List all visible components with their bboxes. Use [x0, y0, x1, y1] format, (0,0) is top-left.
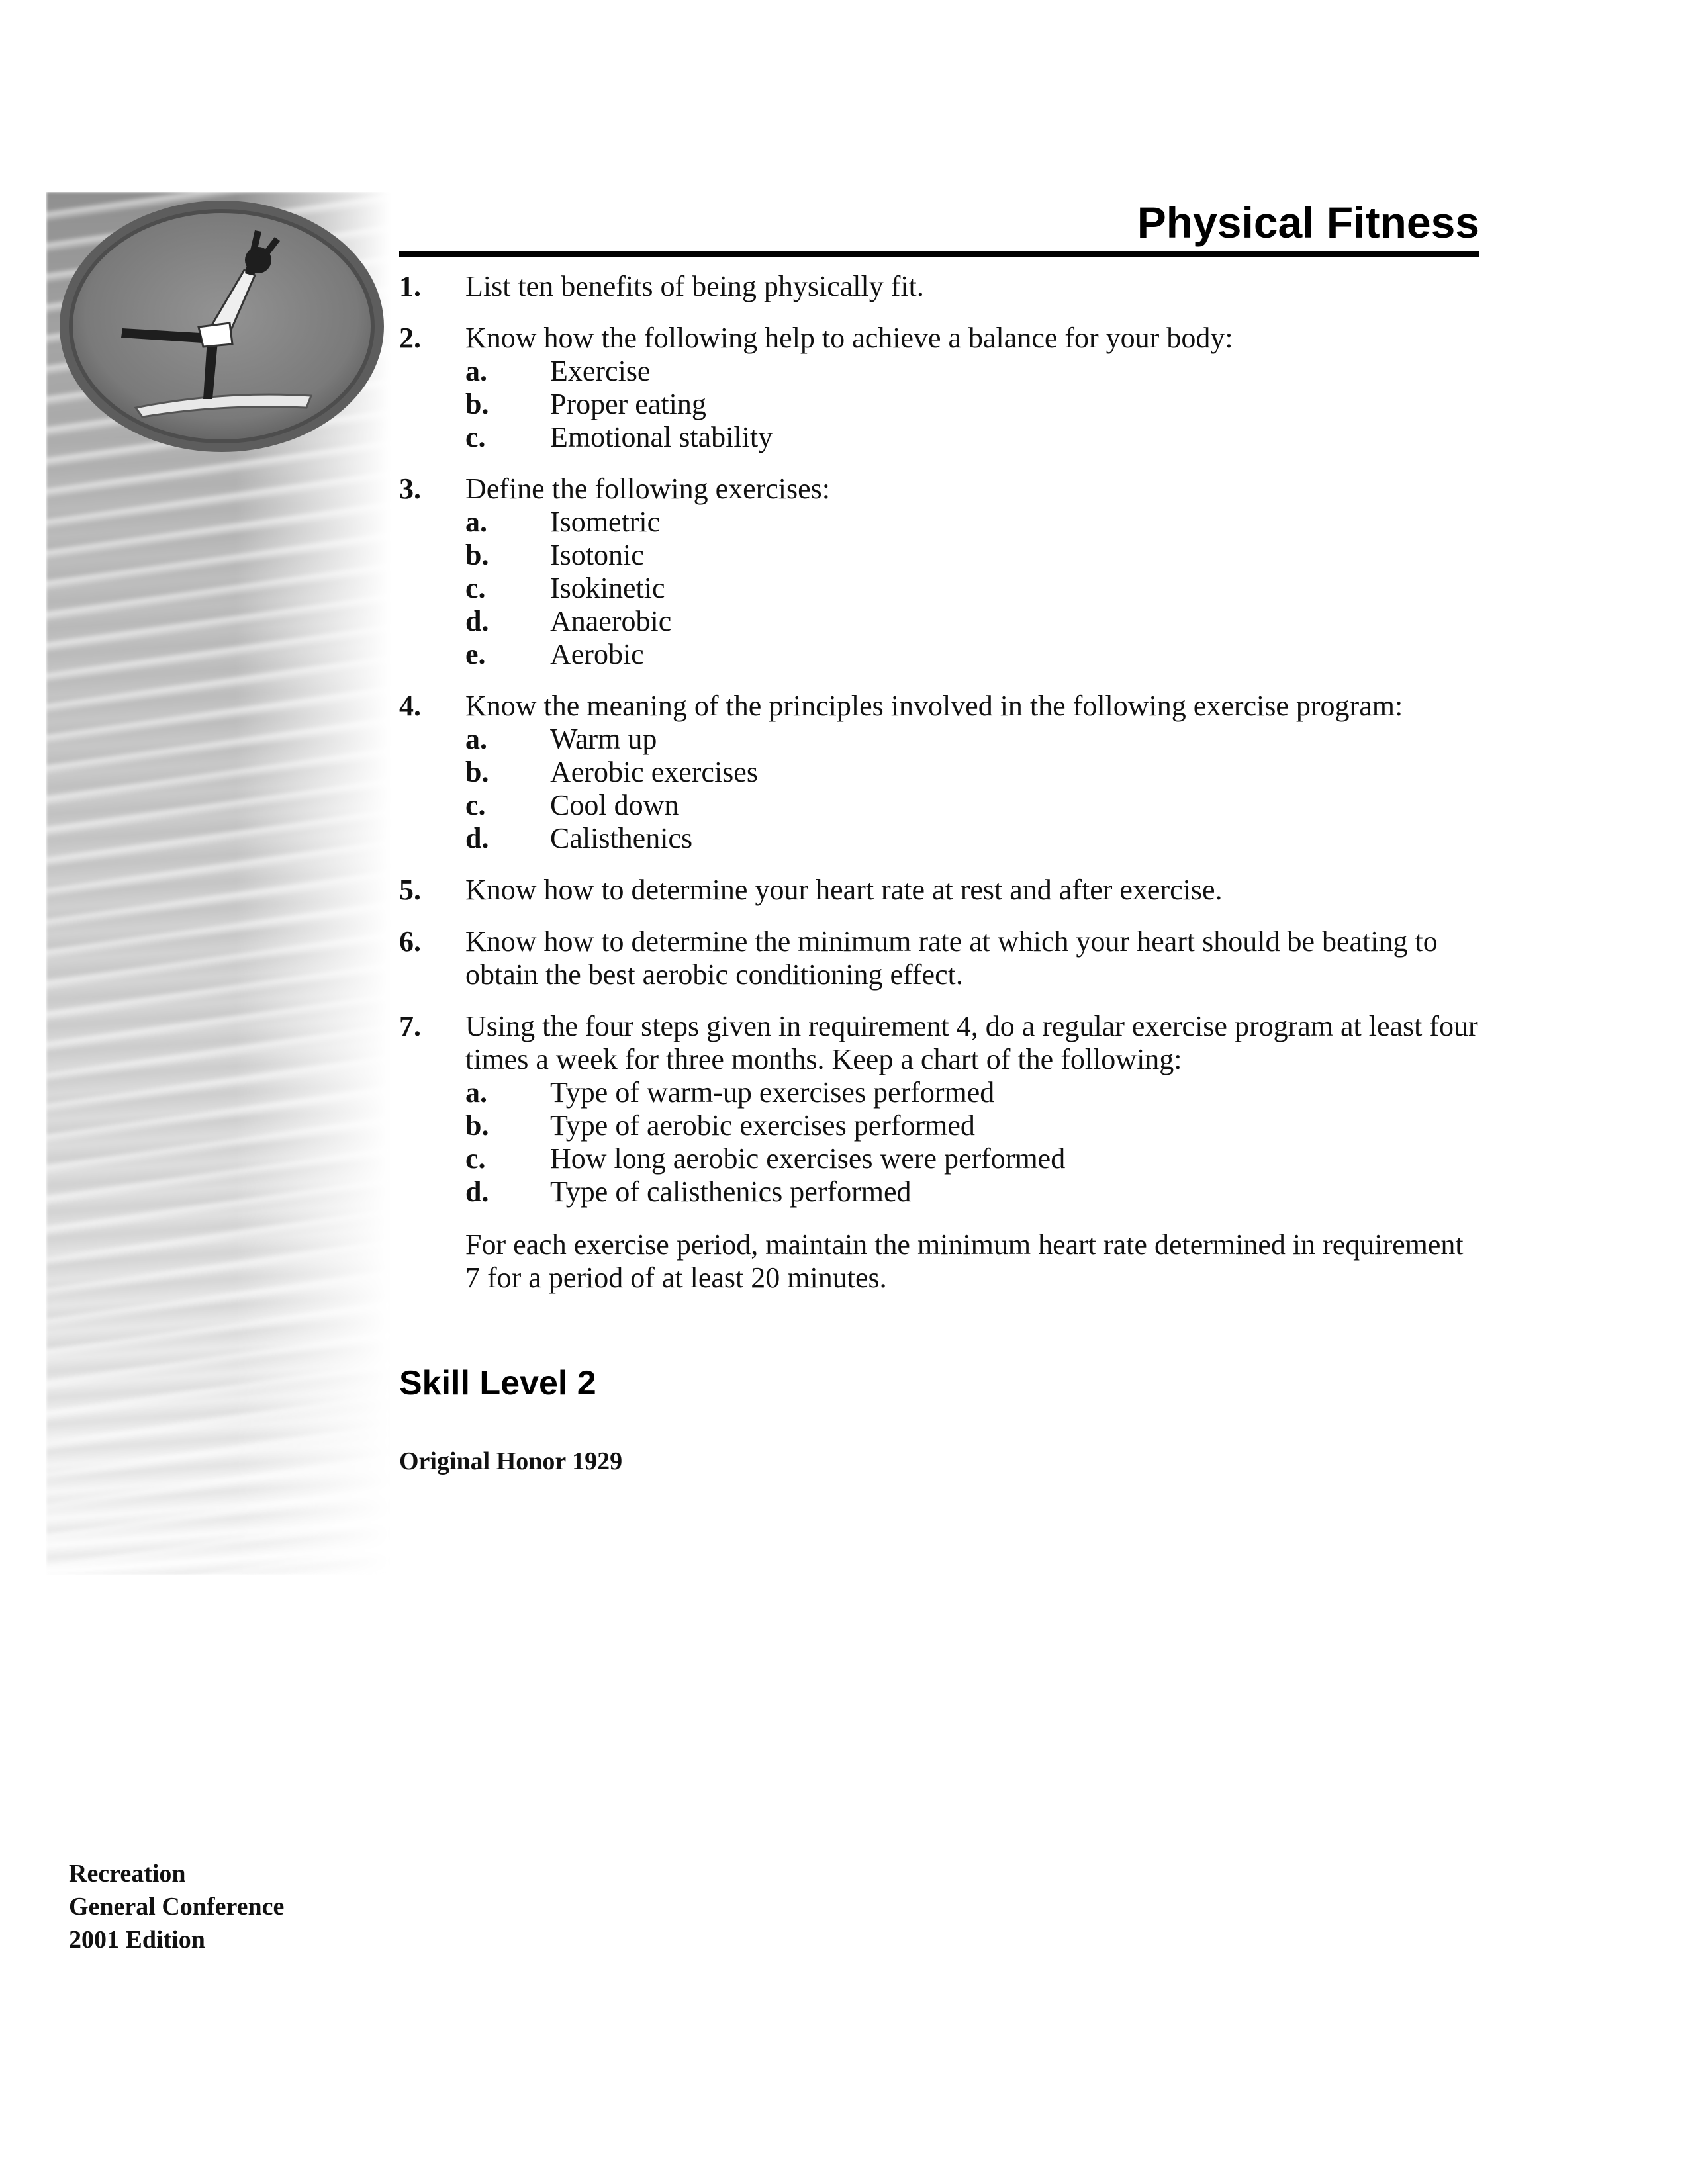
- sub-item-letter: a.: [465, 723, 487, 755]
- requirement-1: [399, 270, 1485, 303]
- sub-item-text: Aerobic: [550, 638, 644, 670]
- requirement-number: 1.: [399, 270, 421, 302]
- requirement-number: 6.: [399, 925, 421, 958]
- requirement-note: For each exercise period, maintain the minimum heart rate determined in requirement 7 for a period of at least 20 minutes.: [465, 1228, 1464, 1294]
- honor-patch-icon: [56, 197, 387, 455]
- sub-item-letter: c.: [465, 572, 486, 604]
- requirement-number: 7.: [399, 1010, 421, 1042]
- footer-info: [69, 1857, 284, 1956]
- sub-item: [465, 539, 1485, 572]
- sub-item: [465, 638, 1485, 671]
- sub-item: [465, 756, 1485, 789]
- sub-item: [465, 723, 1485, 756]
- sub-item-letter: a.: [465, 355, 487, 387]
- sub-item: [465, 1076, 1485, 1109]
- sub-item-text: Type of calisthenics performed: [550, 1175, 912, 1208]
- sub-item-text: Aerobic exercises: [550, 756, 758, 788]
- sub-item-letter: d.: [465, 1175, 489, 1208]
- footer-category: Recreation: [69, 1860, 186, 1888]
- sub-item-letter: e.: [465, 638, 486, 670]
- requirement-number: 2.: [399, 322, 421, 354]
- requirement-text: Using the four steps given in requirement 4, do a regular exercise program at least four times a week for three months. Keep a chart of the following:: [465, 1010, 1478, 1075]
- sub-item-text: Emotional stability: [550, 421, 773, 453]
- sub-item: [465, 1142, 1485, 1175]
- sub-item-letter: b.: [465, 388, 489, 420]
- requirement-number: 3.: [399, 473, 421, 505]
- sub-item: [465, 789, 1485, 822]
- sub-item: [465, 572, 1485, 605]
- requirement-5: [399, 874, 1485, 907]
- sub-item-text: Isometric: [550, 506, 661, 538]
- requirement-number: 5.: [399, 874, 421, 906]
- requirement-text: Define the following exercises:: [465, 473, 831, 505]
- sub-item-letter: b.: [465, 539, 489, 571]
- requirement-7: [399, 1010, 1485, 1295]
- sub-item: [465, 355, 1485, 388]
- sub-item-text: Isotonic: [550, 539, 644, 571]
- sub-item-letter: a.: [465, 1076, 487, 1109]
- requirement-text: Know how to determine the minimum rate at which your heart should be beating to obtain the best aerobic conditioning effect.: [465, 925, 1438, 991]
- requirement-text: Know the meaning of the principles involved in the following exercise program:: [465, 690, 1403, 722]
- requirements-list: [399, 270, 1485, 1313]
- requirement-6: [399, 925, 1485, 991]
- sub-item: [465, 822, 1485, 855]
- requirement-4: [399, 690, 1485, 855]
- sub-item-letter: c.: [465, 1142, 486, 1175]
- sub-item-text: How long aerobic exercises were performed: [550, 1142, 1066, 1175]
- requirement-text: Know how to determine your heart rate at rest and after exercise.: [465, 874, 1223, 906]
- requirement-3: [399, 473, 1485, 671]
- sub-item-letter: a.: [465, 506, 487, 538]
- sub-item: [465, 1175, 1485, 1208]
- sub-item-text: Proper eating: [550, 388, 706, 420]
- sub-item-letter: b.: [465, 756, 489, 788]
- sub-item-text: Calisthenics: [550, 822, 693, 854]
- sub-item-letter: b.: [465, 1109, 489, 1142]
- sub-item: [465, 605, 1485, 638]
- sub-item: [465, 1109, 1485, 1142]
- original-honor-year: Original Honor 1929: [399, 1447, 623, 1475]
- sub-item-letter: d.: [465, 822, 489, 854]
- footer-organization: General Conference: [69, 1893, 285, 1921]
- sub-item: [465, 388, 1485, 421]
- sub-item: [465, 421, 1485, 454]
- requirement-2: [399, 322, 1485, 454]
- page-title: Physical Fitness: [1137, 198, 1479, 247]
- sub-item-text: Cool down: [550, 789, 679, 821]
- sub-item-letter: c.: [465, 789, 486, 821]
- sub-item-text: Isokinetic: [550, 572, 665, 604]
- title-rule: [399, 185, 1479, 257]
- sub-item-text: Warm up: [550, 723, 657, 755]
- sub-item-letter: c.: [465, 421, 486, 453]
- sub-item-text: Anaerobic: [550, 605, 672, 637]
- requirement-text: List ten benefits of being physically fit.: [465, 270, 924, 302]
- footer-edition: 2001 Edition: [69, 1926, 205, 1954]
- requirement-number: 4.: [399, 690, 421, 722]
- sub-item-text: Exercise: [550, 355, 651, 387]
- skill-level-heading: Skill Level 2: [399, 1364, 596, 1402]
- sub-item-text: Type of warm-up exercises performed: [550, 1076, 995, 1109]
- sub-item-letter: d.: [465, 605, 489, 637]
- requirement-text: Know how the following help to achieve a balance for your body:: [465, 322, 1233, 354]
- sub-item: [465, 506, 1485, 539]
- sub-item-text: Type of aerobic exercises performed: [550, 1109, 975, 1142]
